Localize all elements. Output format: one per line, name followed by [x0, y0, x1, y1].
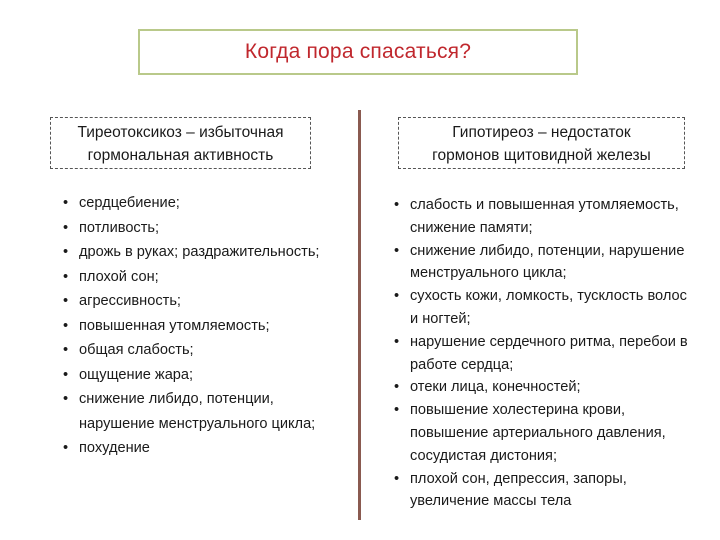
list-item: • потливость;	[62, 216, 337, 241]
list-item: • агрессивность;	[62, 289, 337, 314]
list-item: • сухость кожи, ломкость, тусклость волос и ногтей;	[393, 285, 698, 331]
right-column-header	[398, 117, 685, 169]
list-item: • нарушение сердечного ритма, перебои в работе сердца;	[393, 331, 698, 377]
list-item: • слабость и повышенная утомляемость, снижение памяти;	[393, 194, 698, 240]
list-item: • повышение холестерина крови, повышение артериального давления, сосудистая дистония;	[393, 399, 698, 467]
column-divider	[358, 110, 361, 520]
left-header-line-2: гормональная активность	[87, 147, 274, 164]
list-item: • похудение	[62, 436, 337, 461]
list-item: • плохой сон;	[62, 265, 337, 290]
right-symptom-list	[393, 194, 698, 513]
list-item: • отеки лица, конечностей;	[393, 376, 698, 399]
right-header-line-1: Гипотиреоз – недостаток	[452, 124, 631, 141]
list-item: • плохой сон, депрессия, запоры, увеличение массы тела	[393, 468, 698, 514]
list-item: • ощущение жара;	[62, 363, 337, 388]
title-box	[138, 29, 578, 75]
right-header-line-2: гормонов щитовидной железы	[432, 147, 651, 164]
list-item: • дрожь в руках; раздражительность;	[62, 240, 337, 265]
page-title: Когда пора спасаться?	[244, 40, 472, 63]
list-item: • сердцебиение;	[62, 191, 337, 216]
list-item: • снижение либидо, потенции, нарушение менструального цикла;	[62, 387, 337, 436]
list-item: • повышенная утомляемость;	[62, 314, 337, 339]
list-item: • общая слабость;	[62, 338, 337, 363]
left-header-line-1: Тиреотоксикоз – избыточная	[77, 124, 284, 141]
list-item: • снижение либидо, потенции, нарушение менструального цикла;	[393, 240, 698, 286]
left-column-header	[50, 117, 311, 169]
left-symptom-list	[62, 191, 337, 461]
